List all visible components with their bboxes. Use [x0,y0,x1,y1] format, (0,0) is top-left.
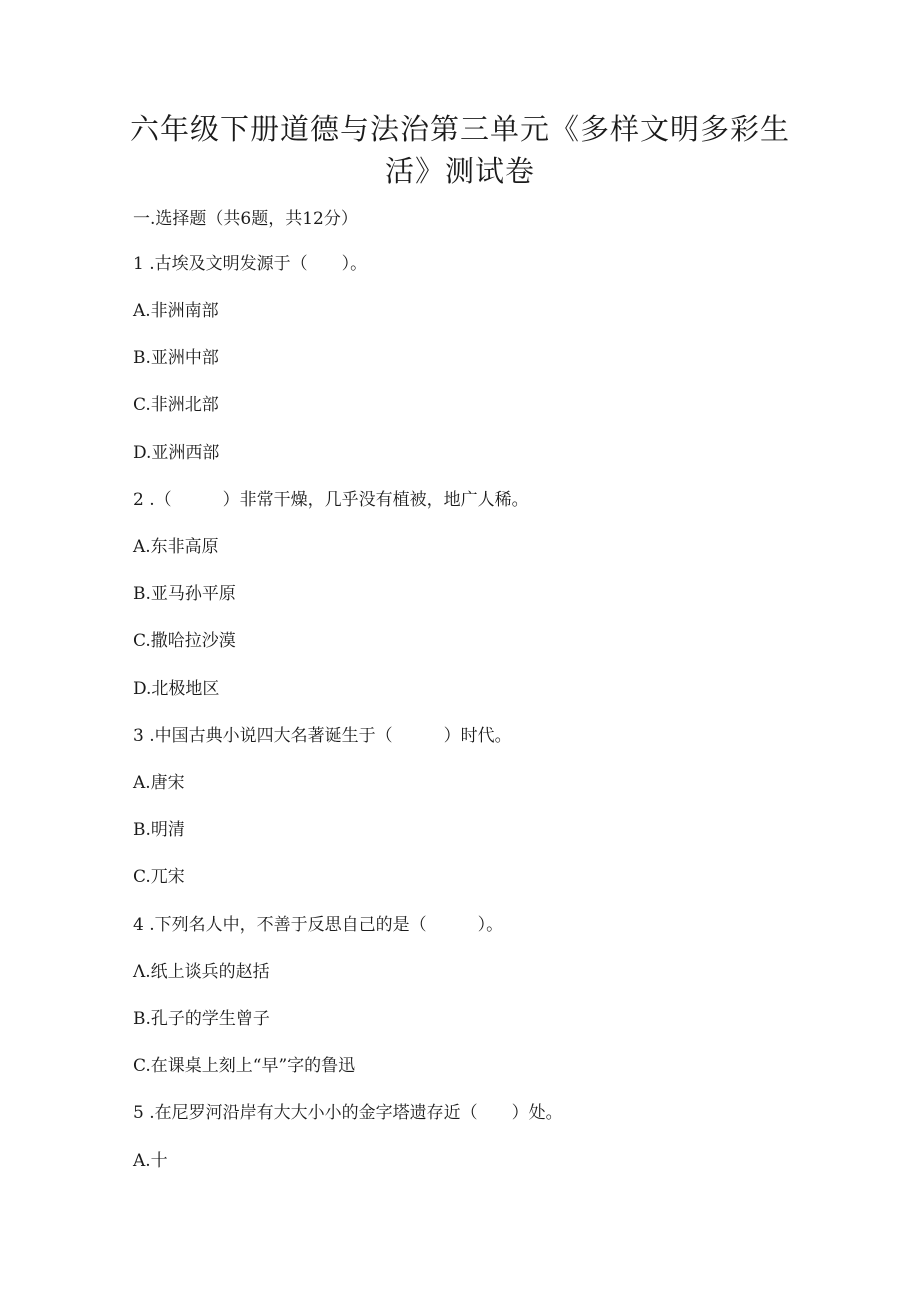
question-1-option-b: B.亚洲中部 [133,348,219,368]
question-4-option-b: B.孔子的学生曾子 [133,1009,270,1029]
question-3-option-a: A.唐宋 [133,773,185,793]
question-2-option-b: B.亚马孙平原 [133,584,236,604]
document-title [120,108,800,192]
question-3-stem: 3 .中国古典小说四大名著诞生于（ ）时代。 [133,726,512,746]
question-1-stem: 1 .古埃及文明发源于（ ）。 [133,254,368,274]
question-5-stem: 5 .在尼罗河沿岸有大大小小的金字塔遗存近（ ）处。 [133,1103,563,1123]
question-3-option-b: B.明清 [133,820,185,840]
question-5-option-a: A.十 [133,1151,168,1171]
question-1-option-d: D.亚洲西部 [133,443,220,463]
question-2-stem: 2 .（ ）非常干燥，几乎没有植被，地广人稀。 [133,490,529,510]
title-line-2: 活》测试卷 [384,154,535,188]
question-2-option-a: A.东非高原 [133,537,219,557]
question-2-option-c: C.撒哈拉沙漠 [133,631,236,651]
question-4-option-a: Λ.纸上谈兵的赵括 [133,962,270,982]
question-1-option-a: A.非洲南部 [133,301,219,321]
question-1-option-c: C.非洲北部 [133,395,219,415]
question-2-option-d: D.北极地区 [133,679,220,699]
question-4-stem: 4 .下列名人中，不善于反思自己的是（ ）。 [133,915,504,935]
section-header: 一.选择题（共6题，共12分） [133,209,358,229]
question-3-option-c: C.兀宋 [133,867,185,887]
title-line-1: 六年级下册道德与法治第三单元《多样文明多彩生 [129,112,790,146]
question-4-option-c: C.在课桌上刻上“早”字的鲁迅 [133,1056,356,1076]
